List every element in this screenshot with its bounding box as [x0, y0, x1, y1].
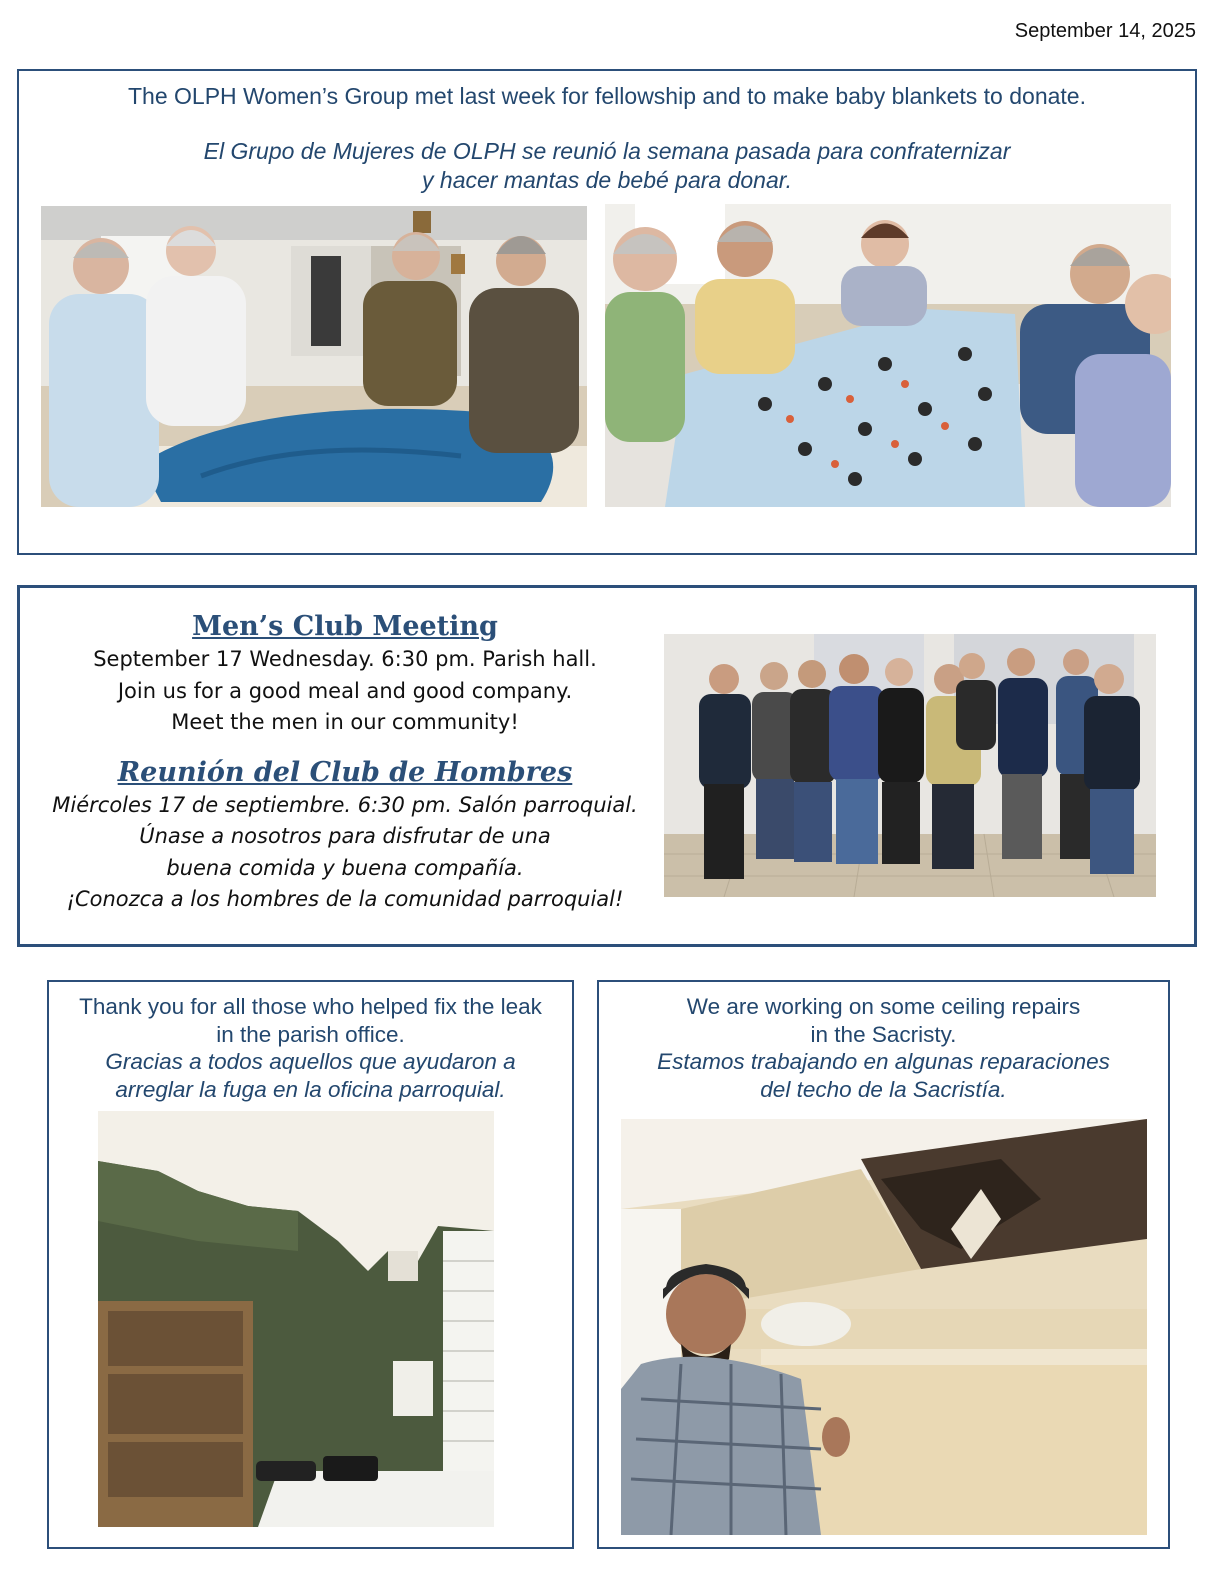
mens-club-line-es-3: buena comida y buena compañía. [166, 855, 524, 880]
womens-group-caption-es [19, 137, 1195, 195]
mens-club-line-es-4: ¡Conozca a los hombres de la comunidad parroquial! [66, 887, 624, 911]
mens-club-line-en-1: September 17 Wednesday. 6:30 pm. Parish hall. [93, 647, 597, 671]
womens-group-caption-es-line1: El Grupo de Mujeres de OLPH se reunió la semana pasada para confraternizar [203, 138, 1011, 164]
mens-club-photo [664, 634, 1156, 897]
sacristy-caption-en-2: in the Sacristy. [810, 1021, 957, 1047]
mens-club-title-en: Men’s Club Meeting [192, 611, 498, 642]
sacristy-caption-es-1: Estamos trabajando en algunas reparaciones [657, 1049, 1110, 1074]
mens-club-line-es-1: Miércoles 17 de septiembre. 6:30 pm. Salón parroquial. [52, 792, 638, 817]
newsletter-date: September 14, 2025 [1014, 20, 1196, 42]
womens-group-photo-2 [605, 204, 1171, 507]
leak-caption [49, 993, 572, 1103]
sacristy-caption-es-2: del techo de la Sacristía. [760, 1076, 1007, 1102]
mens-club-section [17, 585, 1197, 947]
parish-office-photo [98, 1111, 494, 1527]
womens-group-section [17, 69, 1197, 555]
leak-caption-en-2: in the parish office. [216, 1021, 405, 1047]
leak-thanks-section [47, 980, 574, 1549]
womens-group-caption-en: The OLPH Women’s Group met last week for fellowship and to make baby blankets to donate. [128, 83, 1086, 109]
mens-club-line-en-3: Meet the men in our community! [171, 710, 519, 734]
mens-club-text [30, 610, 660, 916]
leak-caption-en-1: Thank you for all those who helped fix the leak [79, 994, 542, 1019]
womens-group-photo-1 [41, 206, 587, 507]
sacristy-repairs-section [597, 980, 1170, 1549]
mens-club-title-es: Reunión del Club de Hombres [117, 756, 573, 788]
mens-club-line-es-2: Únase a nosotros para disfrutar de una [139, 824, 551, 848]
sacristy-caption-en-1: We are working on some ceiling repairs [686, 994, 1081, 1019]
leak-caption-es-1: Gracias a todos aquellos que ayudaron a [105, 1049, 516, 1074]
sacristy-caption [599, 993, 1168, 1103]
womens-group-caption-es-line2: y hacer mantas de bebé para donar. [422, 167, 792, 193]
mens-club-line-en-2: Join us for a good meal and good company. [117, 678, 573, 703]
sacristy-ceiling-photo [621, 1119, 1147, 1535]
leak-caption-es-2: arreglar la fuga en la oficina parroquial. [115, 1076, 506, 1102]
